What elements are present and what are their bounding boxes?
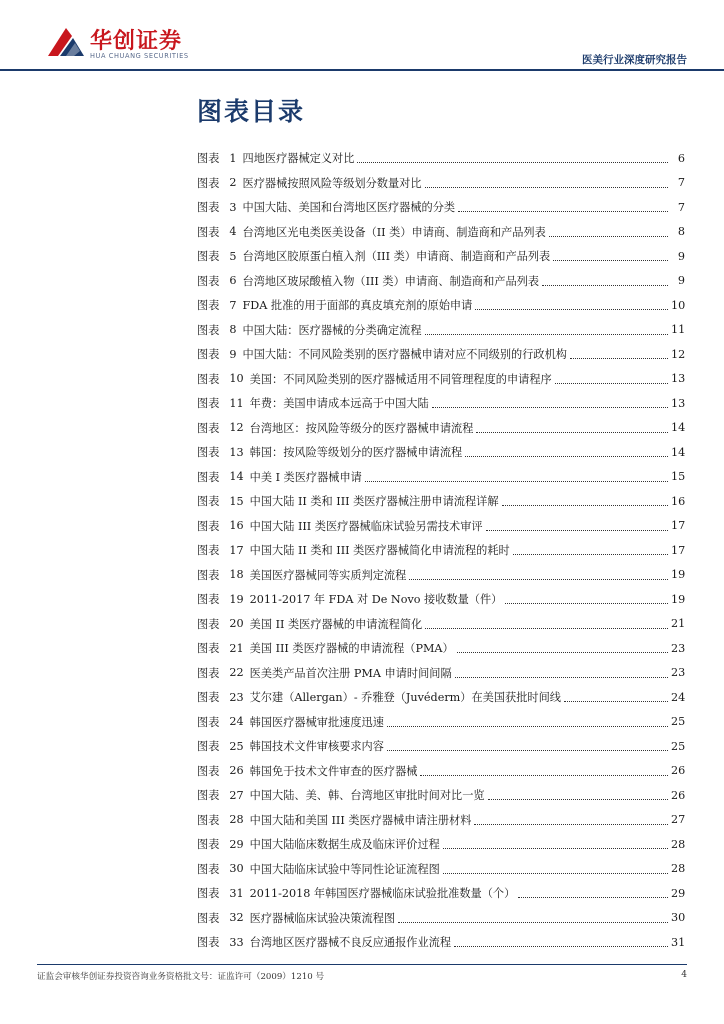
toc-entry[interactable] bbox=[197, 244, 685, 269]
toc-dot-leader bbox=[513, 553, 668, 555]
toc-entry-title: 医美类产品首次注册 PMA 申请时间间隔 bbox=[249, 666, 452, 680]
toc-entry-title: 美国医疗器械同等实质判定流程 bbox=[249, 568, 407, 582]
toc-entry-number: 32 bbox=[229, 911, 244, 925]
toc-entry[interactable] bbox=[197, 269, 685, 294]
toc-entry-number: 23 bbox=[229, 690, 244, 704]
toc-entry[interactable] bbox=[197, 440, 685, 465]
toc-entry-title: 中国大陆临床数据生成及临床评价过程 bbox=[249, 838, 440, 852]
toc-entry-label: 图表 bbox=[197, 764, 220, 778]
toc-entry-page: 26 bbox=[671, 764, 686, 778]
toc-entry-number: 19 bbox=[229, 592, 244, 606]
toc-entry-number: 8 bbox=[229, 323, 237, 337]
toc-dot-leader bbox=[458, 210, 668, 212]
toc-dot-leader bbox=[549, 235, 668, 237]
toc-dot-leader bbox=[357, 161, 668, 163]
toc-dot-leader bbox=[465, 455, 668, 457]
toc-entry-page: 14 bbox=[671, 421, 686, 435]
toc-entry-number: 25 bbox=[229, 739, 244, 753]
toc-entry-title: 韩国免于技术文件审查的医疗器械 bbox=[249, 764, 418, 778]
toc-entry[interactable] bbox=[197, 465, 685, 490]
page-header bbox=[0, 0, 724, 72]
toc-dot-leader bbox=[505, 602, 668, 604]
toc-entry-number: 12 bbox=[229, 421, 244, 435]
toc-dot-leader bbox=[425, 333, 668, 335]
toc-entry[interactable] bbox=[197, 734, 685, 759]
brand-name-cn: 华创证券 bbox=[90, 29, 183, 54]
toc-dot-leader bbox=[425, 186, 668, 188]
page-title: 图表目录 bbox=[197, 97, 306, 126]
toc-entry-number: 20 bbox=[229, 617, 244, 631]
toc-entry-number: 13 bbox=[229, 445, 244, 459]
toc-entry-label: 图表 bbox=[197, 789, 220, 803]
toc-entry-page: 21 bbox=[671, 617, 686, 631]
toc-entry-label: 图表 bbox=[197, 519, 220, 533]
toc-entry[interactable] bbox=[197, 563, 685, 588]
toc-entry-title: 韩国：按风险等级划分的医疗器械申请流程 bbox=[249, 446, 463, 460]
toc-entry-page: 23 bbox=[671, 641, 686, 655]
toc-entry-label: 图表 bbox=[197, 691, 220, 705]
toc-entry-number: 11 bbox=[229, 396, 244, 410]
toc-entry-page: 29 bbox=[671, 886, 686, 900]
page-number: 4 bbox=[681, 970, 687, 980]
toc-entry-page: 9 bbox=[677, 249, 685, 263]
toc-entry[interactable] bbox=[197, 612, 685, 637]
toc-entry[interactable] bbox=[197, 808, 685, 833]
toc-entry-title: 年费：美国申请成本远高于中国大陆 bbox=[249, 397, 429, 411]
toc-entry-page: 19 bbox=[671, 592, 686, 606]
toc-entry-label: 图表 bbox=[197, 617, 220, 631]
toc-entry-label: 图表 bbox=[197, 299, 220, 313]
toc-entry-title: 美国 II 类医疗器械的申请流程简化 bbox=[249, 617, 423, 631]
toc-entry-number: 24 bbox=[229, 715, 244, 729]
toc-entry[interactable] bbox=[197, 514, 685, 539]
toc-entry[interactable] bbox=[197, 391, 685, 416]
toc-entry-page: 17 bbox=[671, 519, 686, 533]
toc-entry-label: 图表 bbox=[197, 446, 220, 460]
toc-entry[interactable] bbox=[197, 636, 685, 661]
toc-entry-number: 14 bbox=[229, 470, 244, 484]
toc-dot-leader bbox=[486, 529, 668, 531]
toc-entry-page: 24 bbox=[671, 690, 686, 704]
toc-dot-leader bbox=[457, 651, 668, 653]
toc-entry-title: 中国大陆 II 类和 III 类医疗器械注册申请流程详解 bbox=[249, 495, 499, 509]
toc-entry[interactable] bbox=[197, 342, 685, 367]
toc-entry-page: 15 bbox=[671, 470, 686, 484]
toc-entry-title: 台湾地区玻尿酸植入物（III 类）申请商、制造商和产品列表 bbox=[242, 274, 540, 288]
toc-entry-page: 8 bbox=[677, 225, 685, 239]
toc-entry-label: 图表 bbox=[197, 201, 220, 215]
toc-dot-leader bbox=[564, 700, 668, 702]
toc-dot-leader bbox=[455, 676, 668, 678]
footer-divider bbox=[37, 964, 687, 965]
toc-entry-number: 22 bbox=[229, 666, 244, 680]
toc-dot-leader bbox=[454, 945, 668, 947]
toc-entry-page: 31 bbox=[671, 935, 686, 949]
toc-entry-title: 医疗器械临床试验决策流程图 bbox=[249, 911, 396, 925]
toc-entry[interactable] bbox=[197, 195, 685, 220]
toc-entry[interactable] bbox=[197, 293, 685, 318]
toc-entry-title: 韩国技术文件审核要求内容 bbox=[249, 740, 384, 754]
toc-entry[interactable] bbox=[197, 832, 685, 857]
toc-dot-leader bbox=[409, 578, 668, 580]
huachuang-logo-icon bbox=[46, 26, 86, 60]
toc-entry-label: 图表 bbox=[197, 421, 220, 435]
toc-entry-label: 图表 bbox=[197, 274, 220, 288]
toc-dot-leader bbox=[475, 308, 668, 310]
toc-entry-number: 26 bbox=[229, 764, 244, 778]
toc-entry-title: 2011-2018 年韩国医疗器械临床试验批准数量（个） bbox=[249, 887, 516, 901]
toc-entry-number: 5 bbox=[229, 249, 237, 263]
toc-entry-title: 中国大陆 II 类和 III 类医疗器械简化申请流程的耗时 bbox=[249, 544, 510, 558]
toc-entry-page: 25 bbox=[671, 739, 686, 753]
toc-entry-page: 12 bbox=[671, 347, 686, 361]
toc-dot-leader bbox=[420, 774, 668, 776]
toc-entry-number: 7 bbox=[229, 298, 237, 312]
toc-entry-page: 10 bbox=[671, 298, 686, 312]
toc-entry-title: 中美 I 类医疗器械申请 bbox=[249, 470, 362, 484]
toc-entry-title: 台湾地区：按风险等级分的医疗器械申请流程 bbox=[249, 421, 474, 435]
toc-entry-page: 28 bbox=[671, 837, 686, 851]
toc-entry-number: 18 bbox=[229, 568, 244, 582]
toc-dot-leader bbox=[398, 921, 668, 923]
toc-entry-label: 图表 bbox=[197, 740, 220, 754]
toc-entry-number: 15 bbox=[229, 494, 244, 508]
toc-entry-title: 台湾地区医疗器械不良反应通报作业流程 bbox=[249, 936, 452, 950]
toc-entry-page: 14 bbox=[671, 445, 686, 459]
toc-entry-page: 11 bbox=[671, 323, 686, 337]
toc-entry-title: 2011-2017 年 FDA 对 De Novo 接收数量（件） bbox=[249, 593, 503, 607]
toc-entry[interactable] bbox=[197, 538, 685, 563]
toc-entry[interactable] bbox=[197, 710, 685, 735]
toc-entry[interactable] bbox=[197, 881, 685, 906]
toc-dot-leader bbox=[518, 896, 668, 898]
toc-entry-label: 图表 bbox=[197, 152, 220, 166]
toc-entry[interactable] bbox=[197, 759, 685, 784]
toc-entry-number: 16 bbox=[229, 519, 244, 533]
toc-entry[interactable] bbox=[197, 146, 685, 171]
toc-entry-label: 图表 bbox=[197, 225, 220, 239]
toc-entry-number: 31 bbox=[229, 886, 244, 900]
toc-entry[interactable] bbox=[197, 367, 685, 392]
toc-entry-label: 图表 bbox=[197, 936, 220, 950]
toc-entry-label: 图表 bbox=[197, 250, 220, 264]
brand-name-en: HUA CHUANG SECURITIES bbox=[90, 52, 189, 60]
toc-entry-title: 美国 III 类医疗器械的申请流程（PMA） bbox=[249, 642, 454, 656]
toc-dot-leader bbox=[432, 406, 668, 408]
toc-entry-title: 韩国医疗器械审批速度迅速 bbox=[249, 715, 384, 729]
toc-entry-number: 17 bbox=[229, 543, 244, 557]
toc-entry-page: 25 bbox=[671, 715, 686, 729]
toc-entry[interactable] bbox=[197, 416, 685, 441]
footer-disclaimer: 证监会审核华创证券投资咨询业务资格批文号：证监许可（2009）1210 号 bbox=[37, 972, 325, 982]
toc-entry[interactable] bbox=[197, 930, 685, 955]
toc-entry[interactable] bbox=[197, 489, 685, 514]
toc-entry[interactable] bbox=[197, 171, 685, 196]
toc-entry-number: 30 bbox=[229, 862, 244, 876]
toc-entry-label: 图表 bbox=[197, 887, 220, 901]
toc-dot-leader bbox=[443, 872, 668, 874]
toc-entry[interactable] bbox=[197, 906, 685, 931]
toc-dot-leader bbox=[425, 627, 668, 629]
toc-entry-label: 图表 bbox=[197, 568, 220, 582]
toc-entry-title: FDA 批准的用于面部的真皮填充剂的原始申请 bbox=[242, 299, 473, 313]
toc-entry-label: 图表 bbox=[197, 838, 220, 852]
toc-entry-page: 7 bbox=[677, 200, 685, 214]
toc-entry-title: 医疗器械按照风险等级划分数量对比 bbox=[242, 176, 422, 190]
toc-entry-title: 台湾地区胶原蛋白植入剂（III 类）申请商、制造商和产品列表 bbox=[242, 250, 551, 264]
toc-entry-number: 27 bbox=[229, 788, 244, 802]
toc-entry-page: 23 bbox=[671, 666, 686, 680]
toc-entry-title: 中国大陆和美国 III 类医疗器械申请注册材料 bbox=[249, 813, 472, 827]
toc-dot-leader bbox=[365, 480, 668, 482]
toc-dot-leader bbox=[542, 284, 668, 286]
header-divider bbox=[0, 69, 724, 71]
toc-entry-title: 四地医疗器械定义对比 bbox=[242, 152, 355, 166]
toc-list bbox=[197, 146, 685, 955]
toc-entry-page: 26 bbox=[671, 788, 686, 802]
toc-entry[interactable] bbox=[197, 685, 685, 710]
toc-dot-leader bbox=[476, 431, 668, 433]
toc-entry-label: 图表 bbox=[197, 666, 220, 680]
toc-dot-leader bbox=[555, 382, 668, 384]
toc-entry-page: 30 bbox=[671, 911, 686, 925]
toc-dot-leader bbox=[387, 749, 668, 751]
toc-entry-number: 21 bbox=[229, 641, 244, 655]
toc-entry-title: 台湾地区光电类医美设备（II 类）申请商、制造商和产品列表 bbox=[242, 225, 546, 239]
toc-entry-label: 图表 bbox=[197, 715, 220, 729]
toc-entry-title: 中国大陆、美国和台湾地区医疗器械的分类 bbox=[242, 201, 456, 215]
toc-entry-label: 图表 bbox=[197, 397, 220, 411]
toc-dot-leader bbox=[570, 357, 668, 359]
toc-entry-number: 3 bbox=[229, 200, 237, 214]
toc-entry-number: 28 bbox=[229, 813, 244, 827]
toc-entry[interactable] bbox=[197, 661, 685, 686]
toc-entry-number: 2 bbox=[229, 176, 237, 190]
toc-entry-label: 图表 bbox=[197, 911, 220, 925]
toc-entry-page: 6 bbox=[677, 151, 685, 165]
toc-entry-page: 7 bbox=[677, 176, 685, 190]
toc-entry-title: 艾尔建（Allergan）- 乔雅登（Juvéderm）在美国获批时间线 bbox=[249, 691, 561, 705]
toc-entry[interactable] bbox=[197, 220, 685, 245]
toc-dot-leader bbox=[443, 847, 668, 849]
toc-entry-page: 17 bbox=[671, 543, 686, 557]
toc-entry-page: 13 bbox=[671, 396, 686, 410]
toc-entry-page: 9 bbox=[677, 274, 685, 288]
toc-entry-title: 中国大陆、美、韩、台湾地区审批时间对比一览 bbox=[249, 789, 485, 803]
toc-entry[interactable] bbox=[197, 318, 685, 343]
toc-entry[interactable] bbox=[197, 587, 685, 612]
toc-entry-page: 19 bbox=[671, 568, 686, 582]
toc-entry[interactable] bbox=[197, 783, 685, 808]
toc-dot-leader bbox=[553, 259, 668, 261]
toc-entry-number: 10 bbox=[229, 372, 244, 386]
toc-entry-title: 美国：不同风险类别的医疗器械适用不同管理程度的申请程序 bbox=[249, 372, 552, 386]
toc-entry-number: 33 bbox=[229, 935, 244, 949]
toc-entry-label: 图表 bbox=[197, 544, 220, 558]
toc-entry-label: 图表 bbox=[197, 495, 220, 509]
toc-dot-leader bbox=[387, 725, 668, 727]
toc-entry-title: 中国大陆：不同风险类别的医疗器械申请对应不同级别的行政机构 bbox=[242, 348, 567, 362]
toc-entry-title: 中国大陆：医疗器械的分类确定流程 bbox=[242, 323, 422, 337]
toc-entry-page: 16 bbox=[671, 494, 686, 508]
toc-entry-title: 中国大陆 III 类医疗器械临床试验另需技术审评 bbox=[249, 519, 483, 533]
toc-entry-number: 6 bbox=[229, 274, 237, 288]
toc-dot-leader bbox=[502, 504, 668, 506]
toc-entry-label: 图表 bbox=[197, 323, 220, 337]
toc-entry-number: 1 bbox=[229, 151, 237, 165]
toc-entry-page: 28 bbox=[671, 862, 686, 876]
toc-entry-label: 图表 bbox=[197, 862, 220, 876]
toc-entry-number: 29 bbox=[229, 837, 244, 851]
toc-entry-number: 4 bbox=[229, 225, 237, 239]
toc-entry-label: 图表 bbox=[197, 470, 220, 484]
toc-entry-title: 中国大陆临床试验中等同性论证流程图 bbox=[249, 862, 440, 876]
toc-entry-label: 图表 bbox=[197, 813, 220, 827]
toc-entry-label: 图表 bbox=[197, 642, 220, 656]
toc-entry-label: 图表 bbox=[197, 176, 220, 190]
toc-entry-label: 图表 bbox=[197, 372, 220, 386]
report-type: 医美行业深度研究报告 bbox=[582, 54, 687, 66]
toc-entry-label: 图表 bbox=[197, 348, 220, 362]
toc-entry-page: 13 bbox=[671, 372, 686, 386]
toc-entry-page: 27 bbox=[671, 813, 686, 827]
toc-dot-leader bbox=[474, 823, 668, 825]
toc-dot-leader bbox=[488, 798, 668, 800]
toc-entry-number: 9 bbox=[229, 347, 237, 361]
toc-entry[interactable] bbox=[197, 857, 685, 882]
toc-entry-label: 图表 bbox=[197, 593, 220, 607]
